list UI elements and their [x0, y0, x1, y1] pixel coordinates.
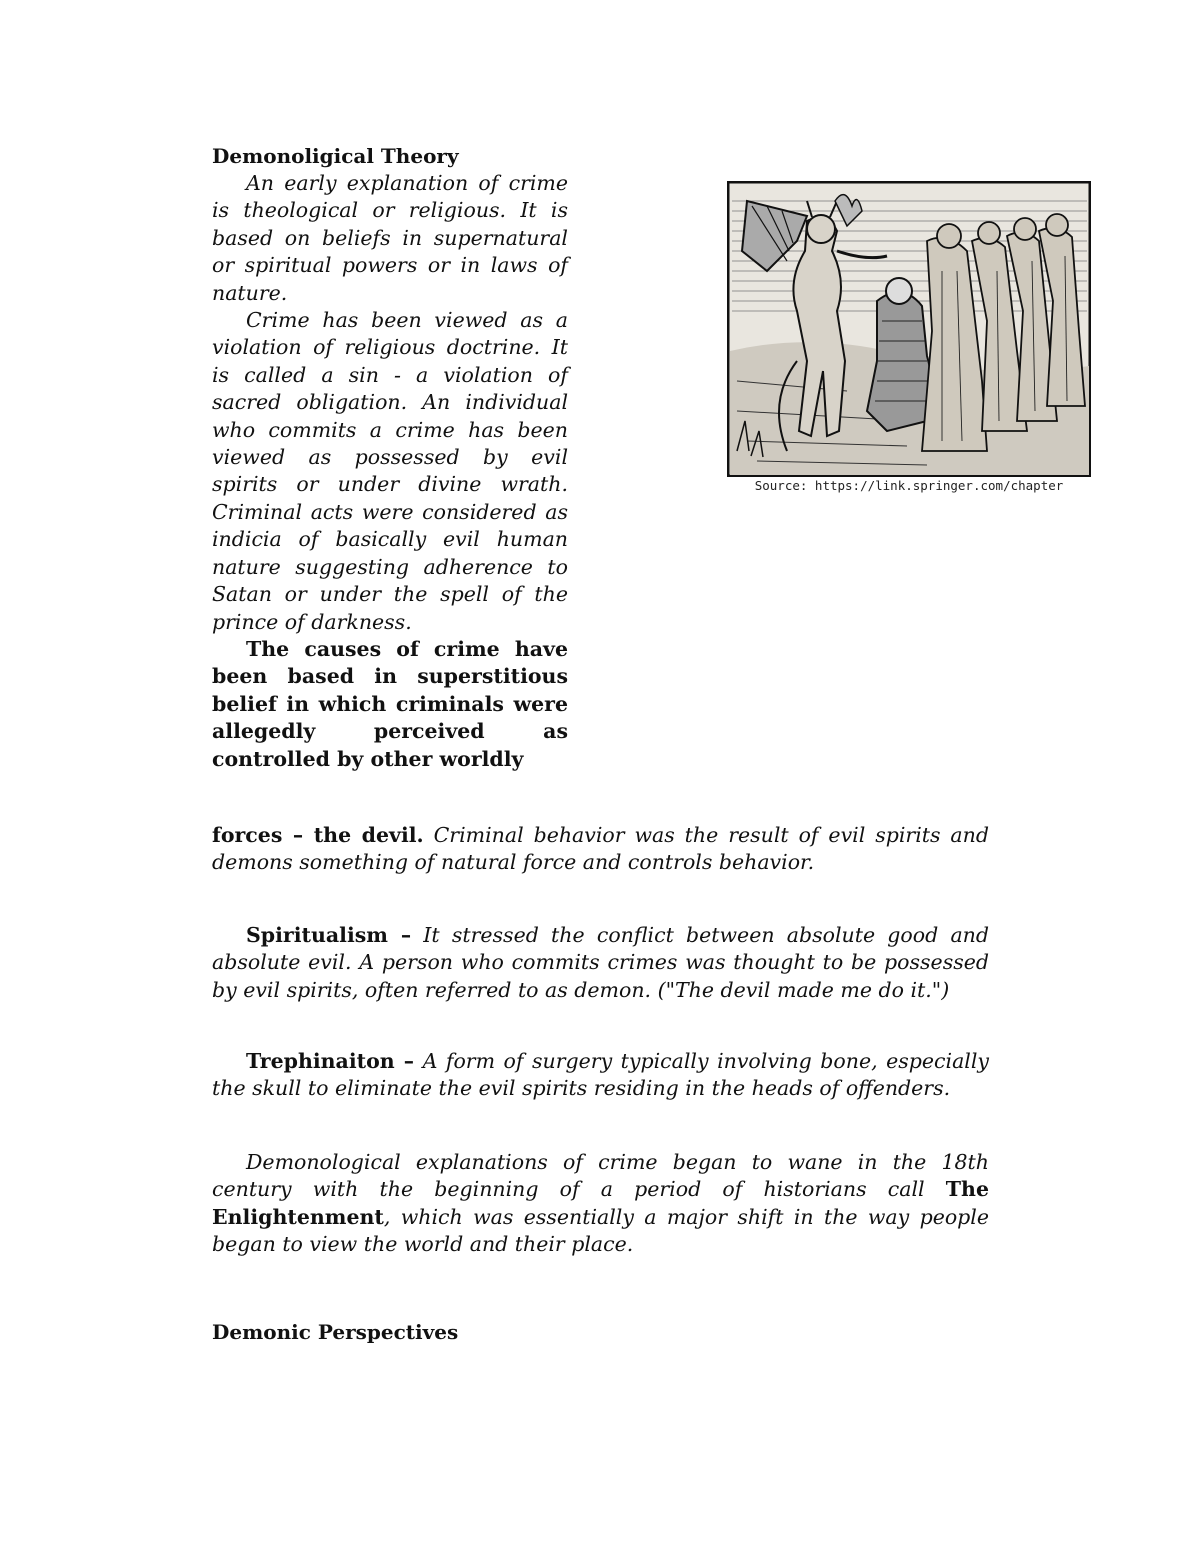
section-heading-demonological-theory: Demonoligical Theory [212, 144, 459, 168]
devil-woodcut-image [727, 181, 1091, 477]
paragraph-theological: An early explanation of crime is theological or religious. It is based on beliefs in supernatural or spiritual powers or in laws of nature. [212, 171, 568, 305]
paragraph-trephination [212, 1048, 989, 1103]
paragraph-enlightenment [212, 1149, 989, 1259]
left-column [212, 170, 568, 773]
paragraph-violation: Crime has been viewed as a violation of religious doctrine. It is called a sin - a violation of sacred obligation. An individual who commits a crime has been viewed as possessed by evil spirits or under divine wrath. Criminal acts were considered as indicia of basically evil human nature suggesting adherence to Satan or under the spell of the prince of darkness. [212, 308, 568, 634]
paragraph-spiritualism [212, 922, 989, 1004]
causes-continued-bold: forces – the devil. [212, 823, 424, 847]
section-heading-demonic-perspectives: Demonic Perspectives [212, 1320, 459, 1344]
causes-continued-italic: Criminal behavior was the result of evil spirits and demons something of natural force and controls behavior. [212, 823, 989, 875]
figure-caption: Source: https://link.springer.com/chapter [754, 478, 1064, 493]
trephination-term: Trephinaiton – [246, 1049, 415, 1073]
spiritualism-term: Spiritualism – [246, 923, 412, 947]
woodcut-illustration [727, 181, 1091, 477]
enlightenment-text-2: , which was essentially a major shift in the way people began to view the world and their place. [212, 1204, 989, 1257]
paragraph-causes-continued [212, 822, 989, 877]
trephination-definition: A form of surgery typically involving bone, especially the skull to eliminate the evil spirits residing in the heads of offenders. [212, 1049, 989, 1101]
enlightenment-text-1: Demonological explanations of crime began to wane in the 18th century with the beginning of a period of historians call [212, 1150, 989, 1202]
paragraph-causes: The causes of crime have been based in superstitious belief in which criminals were allegedly perceived as controlled by other worldly [212, 636, 568, 771]
spiritualism-definition: It stressed the conflict between absolute good and absolute evil. A person who commits crimes was thought to be possessed by evil spirits, often referred to as demon. ("The devil made me do it.") [212, 923, 989, 1002]
enlightenment-term: The Enlightenment [212, 1177, 989, 1229]
